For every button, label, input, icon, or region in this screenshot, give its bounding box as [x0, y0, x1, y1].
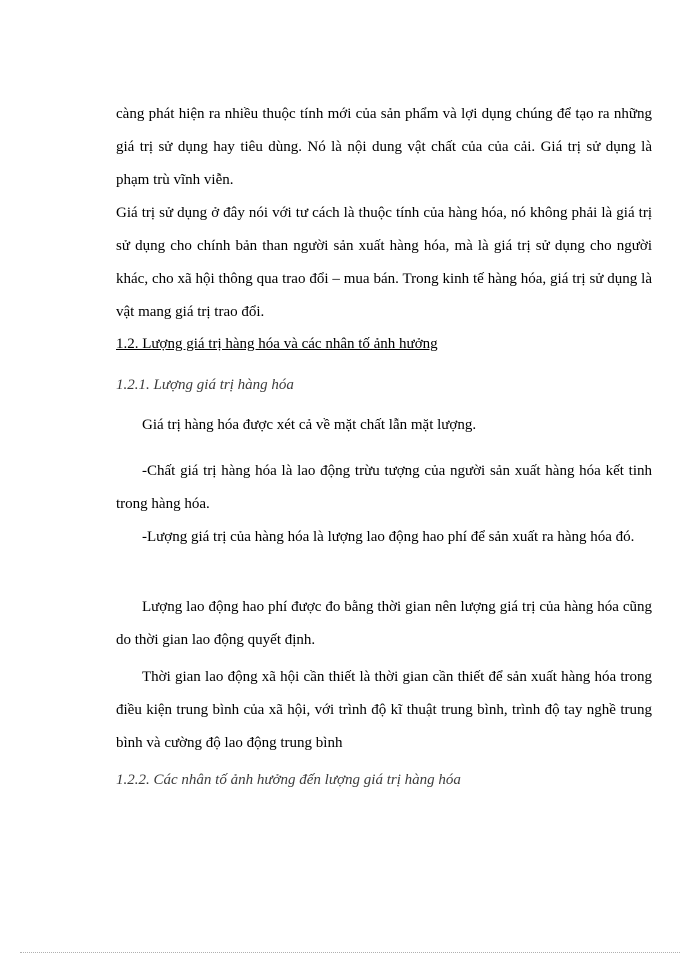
paragraph-value-quality: -Chất giá trị hàng hóa là lao động trừu tượng của người sản xuất hàng hóa kết tinh trong hàng hóa. [116, 463, 652, 512]
section-heading: 1.2. Lượng giá trị hàng hóa và các nhân tố ảnh hưởng [116, 336, 438, 352]
subsection-heading-1: 1.2.1. Lượng giá trị hàng hóa [116, 377, 294, 393]
subsection-heading-2: 1.2.2. Các nhân tố ảnh hưởng đến lượng giá trị hàng hóa [116, 772, 461, 788]
paragraph-continued: càng phát hiện ra nhiều thuộc tính mới của sản phẩm và lợi dụng chúng để tạo ra những giá trị sử dụng hay tiêu dùng. Nó là nội dung vật chất của của cải. Giá trị sử dụng là phạm trù vĩnh viễn. [116, 106, 652, 188]
paragraph-labor-time: Lượng lao động hao phí được đo bằng thời gian nên lượng giá trị của hàng hóa cũng do thời gian lao động quyết định. [116, 599, 652, 648]
paragraph-socially-necessary: Thời gian lao động xã hội cần thiết là thời gian cần thiết để sản xuất hàng hóa trong điều kiện trung bình của xã hội, với trình độ kĩ thuật trung bình, trình độ tay nghề trung bình và cường độ lao động trung bình [116, 669, 652, 751]
paragraph-value-quantity: -Lượng giá trị của hàng hóa là lượng lao động hao phí để sản xuất ra hàng hóa đó. [142, 529, 635, 545]
paragraph-use-value: Giá trị sử dụng ở đây nói với tư cách là thuộc tính của hàng hóa, nó không phải là giá trị sử dụng cho chính bản than người sản xuất hàng hóa, mà là giá trị sử dụng cho người khác, cho xã hội thông qua trao đổi – mua bán. Trong kinh tế hàng hóa, giá trị sử dụng là vật mang giá trị trao đổi. [116, 205, 652, 320]
page-bottom-divider [20, 952, 680, 953]
paragraph-value-aspects: Giá trị hàng hóa được xét cả về mặt chất lẫn mặt lượng. [142, 417, 477, 433]
